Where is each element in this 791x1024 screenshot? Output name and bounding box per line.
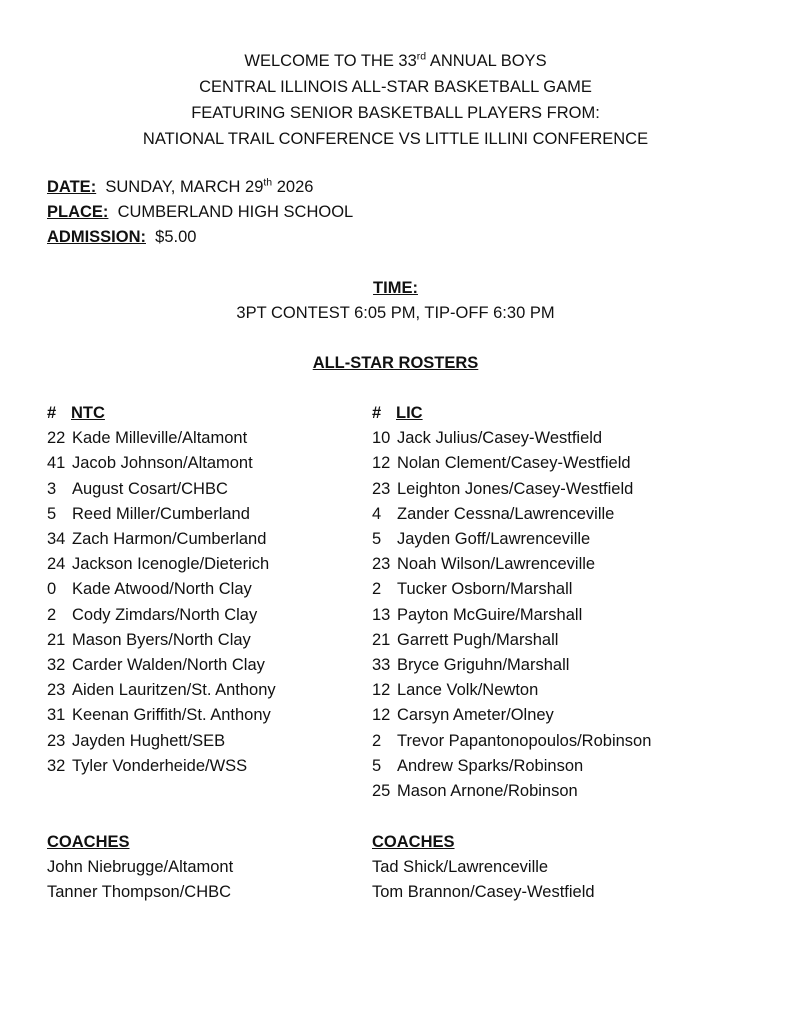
- player-name: Aiden Lauritzen/St. Anthony: [72, 681, 276, 700]
- player-row: [47, 502, 347, 527]
- player-name: Garrett Pugh/Marshall: [397, 630, 559, 649]
- jersey-number: 0: [47, 580, 57, 599]
- player-name: Leighton Jones/Casey-Westfield: [397, 479, 634, 498]
- conference-name: LIC: [396, 404, 423, 422]
- conference-name: NTC: [71, 404, 105, 422]
- player-name: Nolan Clement/Casey-Westfield: [397, 454, 631, 473]
- jersey-number: 13: [372, 605, 391, 624]
- player-name: Noah Wilson/Lawrenceville: [397, 555, 596, 574]
- player-name: Zach Harmon/Cumberland: [72, 530, 267, 549]
- number-column-header: #: [47, 404, 57, 422]
- jersey-number: 25: [372, 782, 391, 801]
- lic-roster-header: [372, 401, 732, 426]
- number-column-header: #: [372, 404, 382, 422]
- coach-name: Tad Shick/Lawrenceville: [372, 858, 549, 877]
- player-name: Carder Walden/North Clay: [72, 656, 265, 675]
- jersey-number: 34: [47, 530, 66, 549]
- player-name: Tyler Vonderheide/WSS: [72, 756, 248, 775]
- player-row: [372, 552, 732, 577]
- player-name: Mason Arnone/Robinson: [397, 782, 578, 801]
- place-value: CUMBERLAND HIGH SCHOOL: [117, 203, 354, 221]
- player-row: [47, 703, 347, 728]
- player-row: [372, 754, 732, 779]
- player-row: [372, 703, 732, 728]
- jersey-number: 2: [372, 731, 382, 750]
- header-line-2: CENTRAL ILLINOIS ALL-STAR BASKETBALL GAME: [199, 78, 592, 96]
- jersey-number: 2: [47, 605, 57, 624]
- player-name: Jacob Johnson/Altamont: [72, 454, 253, 473]
- player-name: Zander Cessna/Lawrenceville: [397, 504, 615, 523]
- player-row: [47, 628, 347, 653]
- player-row: [47, 603, 347, 628]
- time-section: [0, 276, 791, 326]
- player-row: [372, 451, 732, 476]
- player-name: Mason Byers/North Clay: [72, 630, 251, 649]
- player-row: [372, 729, 732, 754]
- player-name: Bryce Griguhn/Marshall: [397, 656, 570, 675]
- event-info: [47, 175, 353, 250]
- lic-roster: [372, 401, 732, 804]
- place-label: PLACE:: [47, 203, 109, 221]
- player-row: [372, 678, 732, 703]
- jersey-number: 12: [372, 454, 391, 473]
- player-row: [47, 653, 347, 678]
- coach-name: Tanner Thompson/CHBC: [47, 883, 232, 902]
- lic-player-list: [372, 426, 732, 804]
- ntc-player-list: [47, 426, 347, 779]
- coaches-heading: COACHES: [47, 833, 130, 851]
- jersey-number: 23: [372, 479, 391, 498]
- date-label: DATE:: [47, 178, 97, 196]
- time-label: TIME:: [373, 279, 418, 297]
- jersey-number: 23: [47, 681, 66, 700]
- ordinal-suffix: rd: [416, 50, 427, 63]
- jersey-number: 33: [372, 656, 391, 675]
- player-name: Keenan Griffith/St. Anthony: [72, 706, 271, 725]
- player-row: [47, 754, 347, 779]
- jersey-number: 12: [372, 681, 391, 700]
- jersey-number: 4: [372, 504, 382, 523]
- jersey-number: 5: [372, 756, 382, 775]
- jersey-number: 32: [47, 656, 66, 675]
- lic-coaches: [372, 830, 595, 906]
- jersey-number: 21: [372, 630, 391, 649]
- player-name: Reed Miller/Cumberland: [72, 504, 250, 523]
- player-row: [47, 426, 347, 451]
- jersey-number: 5: [47, 504, 57, 523]
- player-row: [372, 577, 732, 602]
- ntc-roster-header: [47, 401, 347, 426]
- event-header: [0, 48, 791, 152]
- player-name: Jayden Hughett/SEB: [72, 731, 226, 750]
- player-name: Kade Atwood/North Clay: [72, 580, 252, 599]
- player-row: [47, 552, 347, 577]
- player-row: [47, 477, 347, 502]
- player-name: Cody Zimdars/North Clay: [72, 605, 258, 624]
- player-row: [47, 527, 347, 552]
- player-name: Andrew Sparks/Robinson: [397, 756, 584, 775]
- player-name: Kade Milleville/Altamont: [72, 429, 248, 448]
- player-row: [372, 653, 732, 678]
- jersey-number: 10: [372, 429, 391, 448]
- player-name: Payton McGuire/Marshall: [397, 605, 583, 624]
- jersey-number: 3: [47, 479, 57, 498]
- jersey-number: 31: [47, 706, 66, 725]
- place-row: [47, 200, 353, 225]
- player-row: [372, 779, 732, 804]
- jersey-number: 32: [47, 756, 66, 775]
- admission-row: [47, 225, 353, 250]
- header-line-3: FEATURING SENIOR BASKETBALL PLAYERS FROM:: [191, 104, 600, 122]
- jersey-number: 24: [47, 555, 66, 574]
- player-row: [47, 577, 347, 602]
- player-name: August Cosart/CHBC: [72, 479, 228, 498]
- jersey-number: 23: [47, 731, 66, 750]
- date-row: [47, 175, 353, 200]
- player-row: [47, 729, 347, 754]
- jersey-number: 21: [47, 630, 66, 649]
- header-line-1: WELCOME TO THE 33rd ANNUAL BOYS: [244, 50, 547, 70]
- player-name: Carsyn Ameter/Olney: [397, 706, 554, 725]
- jersey-number: 23: [372, 555, 391, 574]
- header-line-4: NATIONAL TRAIL CONFERENCE VS LITTLE ILLINI CONFERENCE: [142, 130, 649, 148]
- date-value: SUNDAY, MARCH 29th 2026: [105, 176, 314, 196]
- admission-value: $5.00: [155, 228, 197, 246]
- rosters-title: ALL-STAR ROSTERS: [312, 354, 479, 372]
- jersey-number: 5: [372, 530, 382, 549]
- jersey-number: 22: [47, 429, 66, 448]
- coaches-heading: COACHES: [372, 833, 455, 851]
- player-name: Jack Julius/Casey-Westfield: [397, 429, 603, 448]
- player-row: [372, 502, 732, 527]
- player-row: [372, 477, 732, 502]
- player-row: [47, 678, 347, 703]
- ntc-roster: [47, 401, 347, 779]
- player-row: [47, 451, 347, 476]
- player-row: [372, 527, 732, 552]
- coach-name: Tom Brannon/Casey-Westfield: [372, 883, 595, 902]
- ntc-coaches: [47, 830, 233, 906]
- admission-label: ADMISSION:: [47, 228, 146, 246]
- time-value: 3PT CONTEST 6:05 PM, TIP-OFF 6:30 PM: [236, 304, 555, 322]
- player-row: [372, 426, 732, 451]
- player-row: [372, 603, 732, 628]
- player-name: Tucker Osborn/Marshall: [397, 580, 573, 599]
- player-row: [372, 628, 732, 653]
- jersey-number: 41: [47, 454, 66, 473]
- player-name: Jackson Icenogle/Dieterich: [72, 555, 270, 574]
- coach-name: John Niebrugge/Altamont: [47, 858, 234, 877]
- player-name: Lance Volk/Newton: [397, 681, 539, 700]
- player-name: Trevor Papantonopoulos/Robinson: [397, 731, 652, 750]
- jersey-number: 12: [372, 706, 391, 725]
- player-name: Jayden Goff/Lawrenceville: [397, 530, 591, 549]
- jersey-number: 2: [372, 580, 382, 599]
